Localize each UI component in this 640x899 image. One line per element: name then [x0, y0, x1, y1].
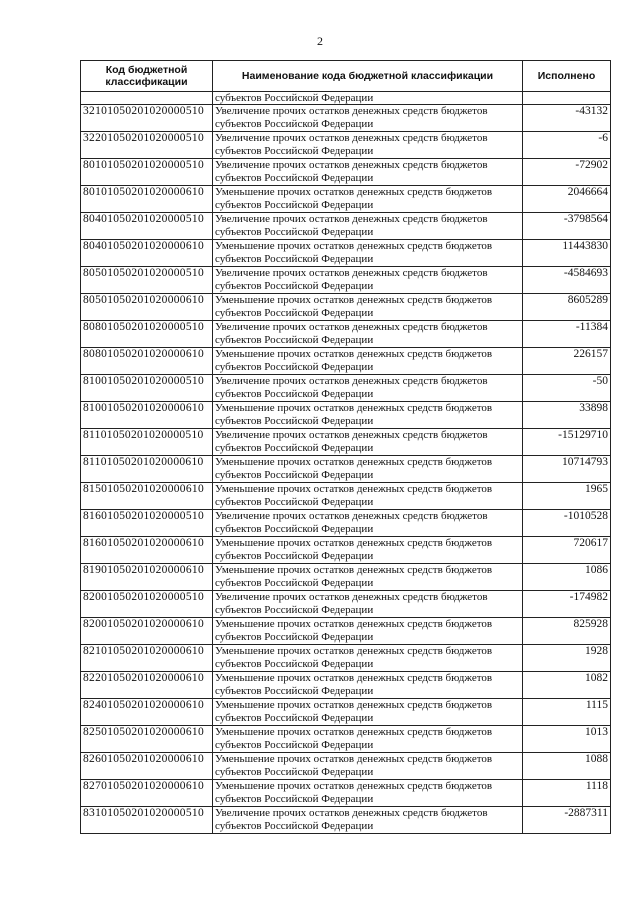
row-code-cell: 80401050201020000510 [81, 213, 213, 240]
row-value-cell: 1013 [523, 726, 611, 753]
row-value-cell: -15129710 [523, 429, 611, 456]
row-name-cell: Уменьшение прочих остатков денежных средств бюджетов субъектов Российской Федерации [213, 294, 523, 321]
header-code: Код бюджетной классификации [81, 61, 213, 92]
table-row [81, 699, 611, 726]
row-name-cell: Увеличение прочих остатков денежных средств бюджетов субъектов Российской Федерации [213, 159, 523, 186]
table-row [81, 132, 611, 159]
table-body [81, 92, 611, 834]
row-name-cell: Увеличение прочих остатков денежных средств бюджетов субъектов Российской Федерации [213, 321, 523, 348]
row-name-cell: Увеличение прочих остатков денежных средств бюджетов субъектов Российской Федерации [213, 591, 523, 618]
table-row [81, 726, 611, 753]
row-code-cell: 32201050201020000510 [81, 132, 213, 159]
table-row [81, 159, 611, 186]
row-name-cell: Уменьшение прочих остатков денежных средств бюджетов субъектов Российской Федерации [213, 699, 523, 726]
row-value-cell: 1115 [523, 699, 611, 726]
row-value-cell: 1088 [523, 753, 611, 780]
row-value-cell: 825928 [523, 618, 611, 645]
row-value-cell: 1965 [523, 483, 611, 510]
row-value-cell: -72902 [523, 159, 611, 186]
row-value-cell: 720617 [523, 537, 611, 564]
row-code-cell: 80801050201020000510 [81, 321, 213, 348]
row-code-cell: 80101050201020000610 [81, 186, 213, 213]
table-row [81, 537, 611, 564]
table-header [81, 61, 611, 92]
row-value-cell: -4584693 [523, 267, 611, 294]
row-name-cell: Увеличение прочих остатков денежных средств бюджетов субъектов Российской Федерации [213, 429, 523, 456]
row-name-cell: Уменьшение прочих остатков денежных средств бюджетов субъектов Российской Федерации [213, 618, 523, 645]
header-value: Исполнено [523, 61, 611, 92]
row-value-cell: 1118 [523, 780, 611, 807]
row-name-cell: Увеличение прочих остатков денежных средств бюджетов субъектов Российской Федерации [213, 510, 523, 537]
row-code-cell: 82201050201020000610 [81, 672, 213, 699]
row-value-cell: -11384 [523, 321, 611, 348]
table-row [81, 591, 611, 618]
row-code-cell: 80501050201020000610 [81, 294, 213, 321]
row-name-cell: Увеличение прочих остатков денежных средств бюджетов субъектов Российской Федерации [213, 267, 523, 294]
table-row [81, 402, 611, 429]
table-row [81, 510, 611, 537]
row-code-cell: 32101050201020000510 [81, 105, 213, 132]
row-value-cell: -43132 [523, 105, 611, 132]
row-name-cell: Увеличение прочих остатков денежных средств бюджетов субъектов Российской Федерации [213, 375, 523, 402]
table-row [81, 483, 611, 510]
row-name-cell: Уменьшение прочих остатков денежных средств бюджетов субъектов Российской Федерации [213, 753, 523, 780]
row-name-cell: Уменьшение прочих остатков денежных средств бюджетов субъектов Российской Федерации [213, 645, 523, 672]
row-code-cell: 81901050201020000610 [81, 564, 213, 591]
row-value-cell: 10714793 [523, 456, 611, 483]
row-code-cell: 82501050201020000610 [81, 726, 213, 753]
row-code-cell: 81601050201020000610 [81, 537, 213, 564]
row-name-cell: Уменьшение прочих остатков денежных средств бюджетов субъектов Российской Федерации [213, 564, 523, 591]
row-value-cell: 11443830 [523, 240, 611, 267]
row-value-cell: -3798564 [523, 213, 611, 240]
row-code-cell: 82001050201020000510 [81, 591, 213, 618]
row-name-cell: Увеличение прочих остатков денежных средств бюджетов субъектов Российской Федерации [213, 132, 523, 159]
row-value-cell: -6 [523, 132, 611, 159]
row-value-cell: 1086 [523, 564, 611, 591]
table-row [81, 456, 611, 483]
row-name-cell: Уменьшение прочих остатков денежных средств бюджетов субъектов Российской Федерации [213, 186, 523, 213]
budget-table [80, 60, 611, 834]
table-row [81, 213, 611, 240]
table-row [81, 240, 611, 267]
row-code-cell: 83101050201020000510 [81, 807, 213, 834]
row-name-cell: Уменьшение прочих остатков денежных средств бюджетов субъектов Российской Федерации [213, 240, 523, 267]
table-row [81, 105, 611, 132]
row-code-cell: 82601050201020000610 [81, 753, 213, 780]
row-code-cell: 80401050201020000610 [81, 240, 213, 267]
row-value-cell: 8605289 [523, 294, 611, 321]
table-row [81, 564, 611, 591]
row-code-cell: 82001050201020000610 [81, 618, 213, 645]
row-name-cell: Уменьшение прочих остатков денежных средств бюджетов субъектов Российской Федерации [213, 483, 523, 510]
row-code-cell: 82101050201020000610 [81, 645, 213, 672]
row-code-cell: 82701050201020000610 [81, 780, 213, 807]
table-row [81, 375, 611, 402]
row-name-cell: Уменьшение прочих остатков денежных средств бюджетов субъектов Российской Федерации [213, 348, 523, 375]
page-number: 2 [317, 34, 323, 48]
row-value-cell: 1082 [523, 672, 611, 699]
row-name-cell: Увеличение прочих остатков денежных средств бюджетов субъектов Российской Федерации [213, 807, 523, 834]
row-name-cell: Уменьшение прочих остатков денежных средств бюджетов субъектов Российской Федерации [213, 537, 523, 564]
continuation-name-cell: субъектов Российской Федерации [213, 92, 523, 105]
row-name-cell: Увеличение прочих остатков денежных средств бюджетов субъектов Российской Федерации [213, 213, 523, 240]
row-code-cell: 81601050201020000510 [81, 510, 213, 537]
row-value-cell: 1928 [523, 645, 611, 672]
table-row [81, 807, 611, 834]
row-name-cell: Уменьшение прочих остатков денежных средств бюджетов субъектов Российской Федерации [213, 456, 523, 483]
table-row [81, 618, 611, 645]
continuation-row [81, 92, 611, 105]
table-row [81, 267, 611, 294]
row-code-cell: 81001050201020000510 [81, 375, 213, 402]
row-name-cell: Уменьшение прочих остатков денежных средств бюджетов субъектов Российской Федерации [213, 672, 523, 699]
table-row [81, 429, 611, 456]
row-name-cell: Уменьшение прочих остатков денежных средств бюджетов субъектов Российской Федерации [213, 726, 523, 753]
continuation-value-cell [523, 92, 611, 105]
row-name-cell: Уменьшение прочих остатков денежных средств бюджетов субъектов Российской Федерации [213, 780, 523, 807]
row-name-cell: Увеличение прочих остатков денежных средств бюджетов субъектов Российской Федерации [213, 105, 523, 132]
table-row [81, 780, 611, 807]
table-row [81, 753, 611, 780]
row-value-cell: -1010528 [523, 510, 611, 537]
row-code-cell: 80101050201020000510 [81, 159, 213, 186]
header-name: Наименование кода бюджетной классификации [213, 61, 523, 92]
continuation-code-cell [81, 92, 213, 105]
row-value-cell: -50 [523, 375, 611, 402]
table-row [81, 321, 611, 348]
row-value-cell: 226157 [523, 348, 611, 375]
row-code-cell: 81001050201020000610 [81, 402, 213, 429]
row-code-cell: 80801050201020000610 [81, 348, 213, 375]
row-code-cell: 81101050201020000510 [81, 429, 213, 456]
table-row [81, 294, 611, 321]
row-code-cell: 80501050201020000510 [81, 267, 213, 294]
row-code-cell: 81501050201020000610 [81, 483, 213, 510]
row-value-cell: -174982 [523, 591, 611, 618]
table-row [81, 672, 611, 699]
row-code-cell: 81101050201020000610 [81, 456, 213, 483]
row-name-cell: Уменьшение прочих остатков денежных средств бюджетов субъектов Российской Федерации [213, 402, 523, 429]
table-row [81, 348, 611, 375]
row-code-cell: 82401050201020000610 [81, 699, 213, 726]
table-row [81, 186, 611, 213]
row-value-cell: -2887311 [523, 807, 611, 834]
table-row [81, 645, 611, 672]
row-value-cell: 33898 [523, 402, 611, 429]
row-value-cell: 2046664 [523, 186, 611, 213]
